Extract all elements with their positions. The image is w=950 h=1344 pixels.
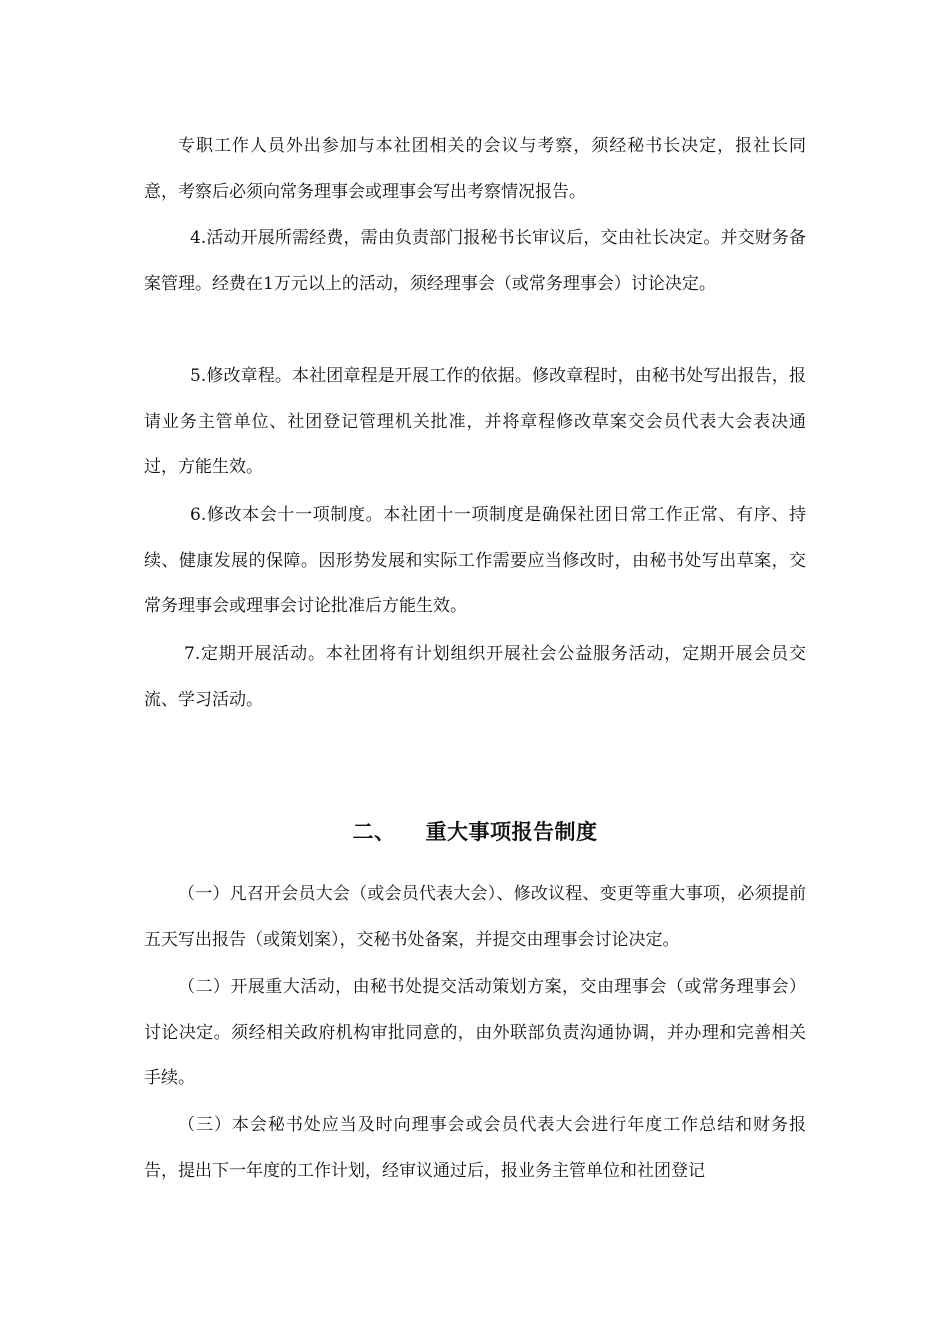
paragraph-amend-charter: 5.修改章程。本社团章程是开展工作的依据。修改章程时，由秘书处写出报告，报请业务主管单位、社团登记管理机关批准，并将章程修改草案交会员代表大会表决通过，方能生效。 (144, 366, 806, 477)
paragraph-amend-rules: 6.修改本会十一项制度。本社团十一项制度是确保社团日常工作正常、有序、持续、健康发展的保障。因形势发展和实际工作需要应当修改时，由秘书处写出草案，交常务理事会或理事会讨论批准后方能生效。 (144, 505, 806, 616)
paragraph-travel-approval: 专职工作人员外出参加与本社团相关的会议与考察，须经秘书长决定，报社长同意，考察后必须向常务理事会或理事会写出考察情况报告。 (144, 136, 806, 202)
paragraph-regular-activities: 7.定期开展活动。本社团将有计划组织开展社会公益服务活动，定期开展会员交流、学习活动。 (144, 644, 806, 710)
section-heading-number: 二、 (352, 820, 396, 844)
paragraph-activity-funding: 4.活动开展所需经费，需由负责部门报秘书长审议后，交由社长决定。并交财务备案管理。经费在1万元以上的活动，须经理事会（或常务理事会）讨论决定。 (144, 228, 806, 294)
paragraph-major-matters-report: （一）凡召开会员大会（或会员代表大会）、修改议程、变更等重大事项，必须提前五天写出报告（或策划案），交秘书处备案，并提交由理事会讨论决定。 (144, 884, 806, 950)
paragraph-major-activities: （二）开展重大活动，由秘书处提交活动策划方案，交由理事会（或常务理事会）讨论决定。须经相关政府机构审批同意的，由外联部负责沟通协调，并办理和完善相关手续。 (144, 977, 806, 1088)
section-heading-title: 重大事项报告制度 (425, 820, 598, 844)
paragraph-annual-report: （三）本会秘书处应当及时向理事会或会员代表大会进行年度工作总结和财务报告，提出下一年度的工作计划，经审议通过后，报业务主管单位和社团登记 (144, 1115, 806, 1181)
section-heading (0, 814, 950, 850)
